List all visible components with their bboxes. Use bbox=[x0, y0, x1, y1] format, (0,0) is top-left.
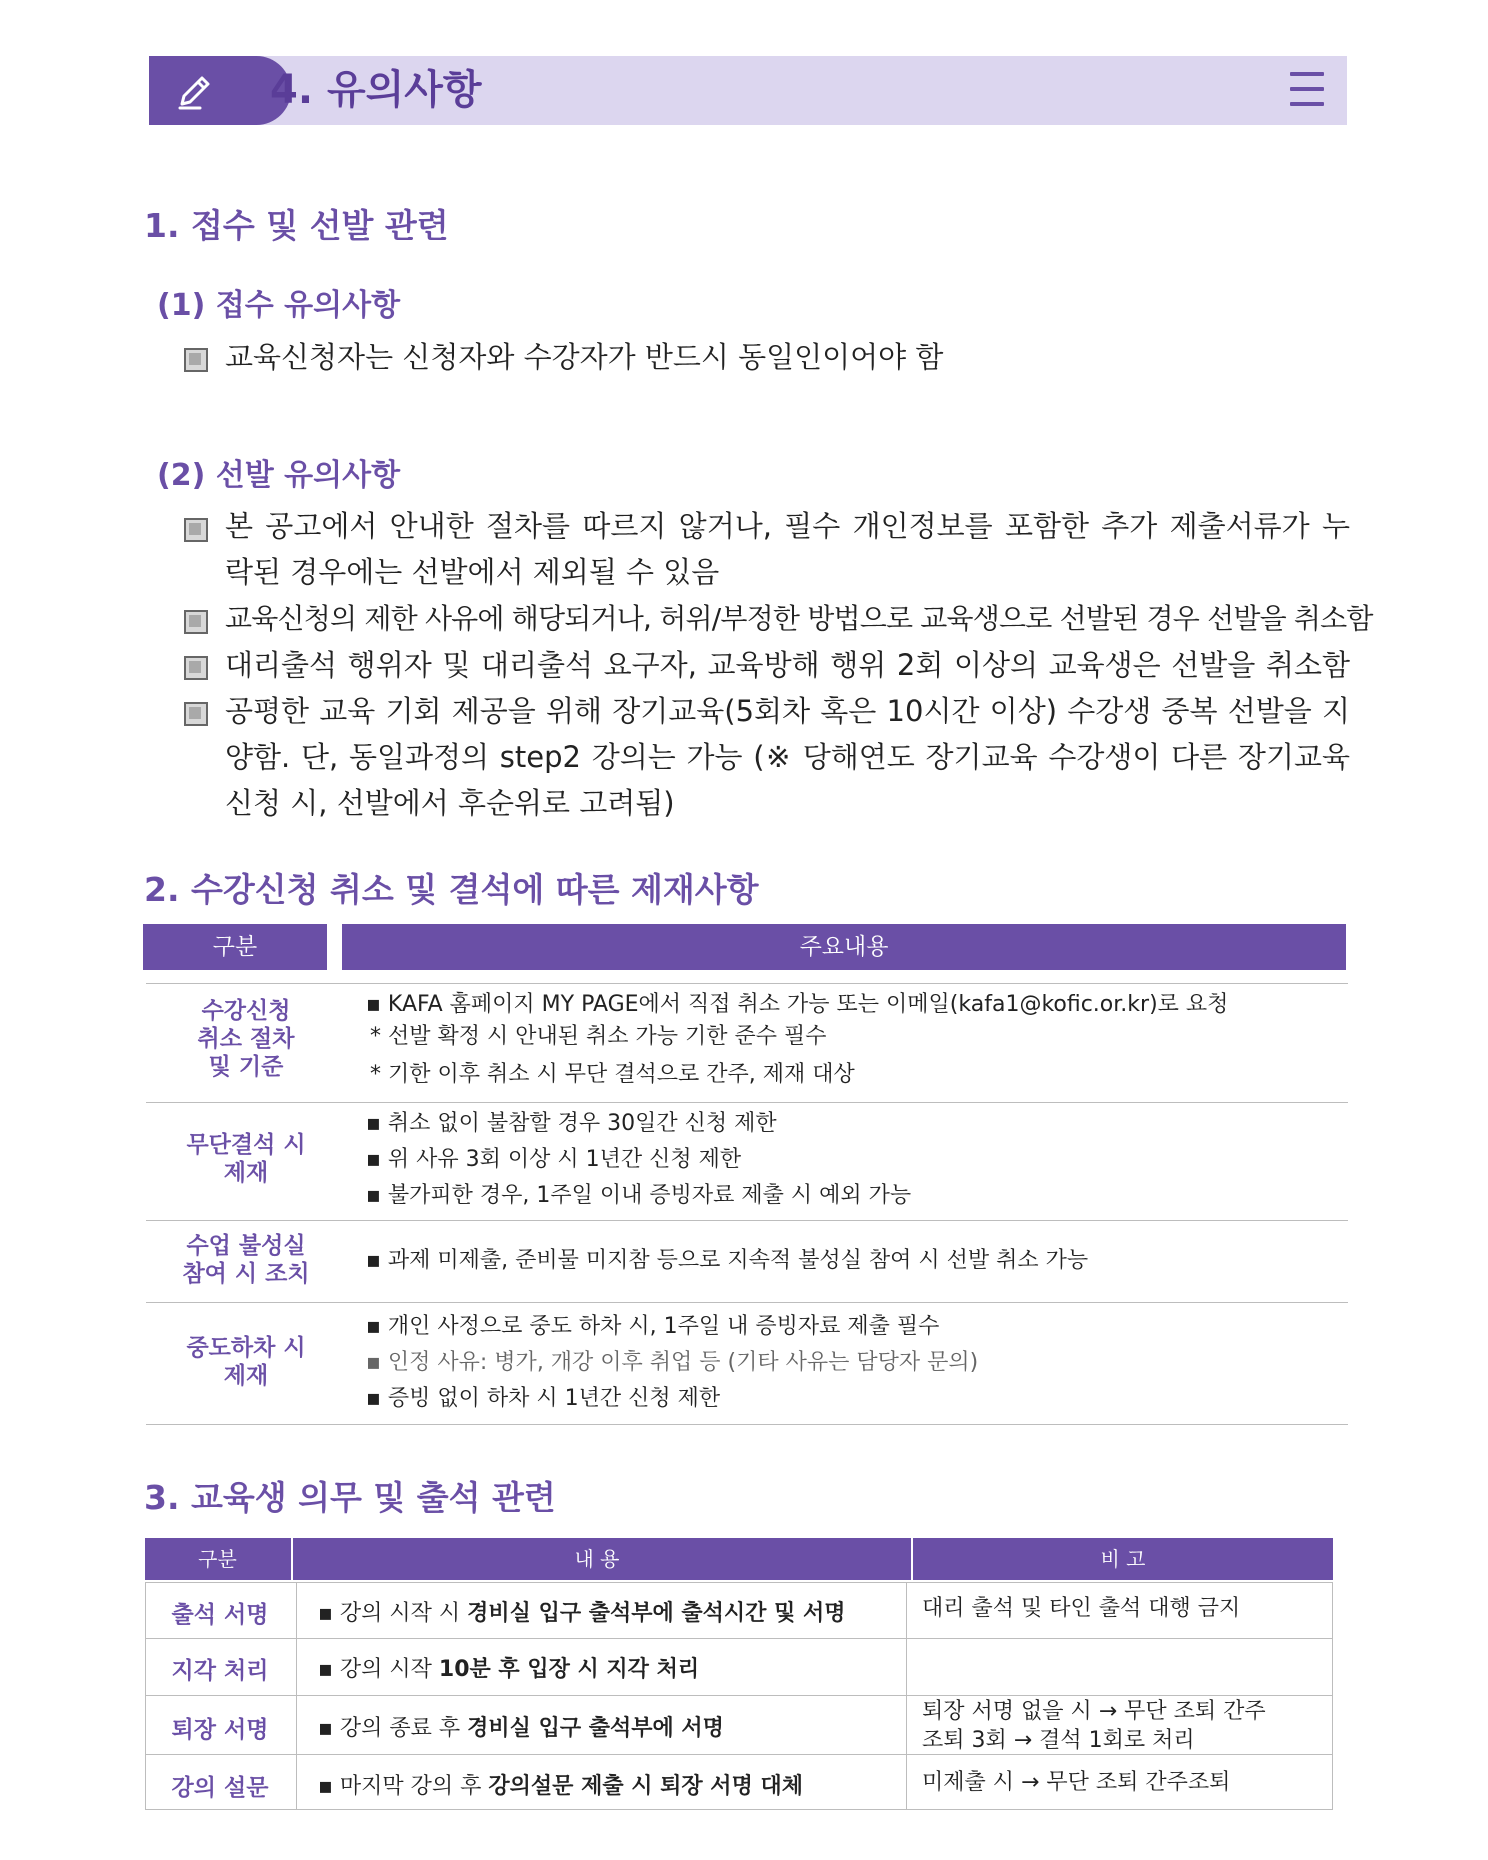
table2-cell-line: ▪ 인정 사유: 병가, 개강 이후 취업 등 (기타 사유는 담당자 문의) bbox=[366, 1350, 979, 1375]
sub2-item-1-line2: 락된 경우에는 선발에서 제외될 수 있음 bbox=[225, 555, 720, 589]
section-3-heading: 3. 교육생 의무 및 출석 관련 bbox=[144, 1478, 556, 1517]
table2-header-content: 주요내용 bbox=[342, 924, 1346, 970]
table2-cell-line: ▪ 불가피한 경우, 1주일 이내 증빙자료 제출 시 예외 가능 bbox=[366, 1183, 912, 1208]
table3-row-label: 퇴장 서명 bbox=[171, 1717, 269, 1743]
table2-row-label: 무단결석 시 제재 bbox=[186, 1132, 306, 1186]
checkbox-bullet-icon bbox=[184, 656, 208, 680]
table3-header bbox=[145, 1538, 1333, 1580]
table2-cell-line: ▪ 취소 없이 불참할 경우 30일간 신청 제한 bbox=[366, 1111, 777, 1136]
table3-cell-note: 조퇴 3회 → 결석 1회로 처리 bbox=[922, 1728, 1195, 1753]
table3-cell-note: 퇴장 서명 없을 시 → 무단 조퇴 간주 bbox=[922, 1699, 1266, 1724]
table3-cell-note: 대리 출석 및 타인 출석 대행 금지 bbox=[922, 1596, 1241, 1621]
table3-row-label: 출석 서명 bbox=[171, 1602, 269, 1628]
table2-cell-line: ▪ 개인 사정으로 중도 하차 시, 1주일 내 증빙자료 제출 필수 bbox=[366, 1314, 940, 1339]
pencil-icon bbox=[174, 70, 216, 112]
table2-row-divider bbox=[146, 1102, 1348, 1103]
table3-header-note: 비 고 bbox=[1100, 1547, 1146, 1571]
table3-cell-content: ▪ 마지막 강의 후 강의설문 제출 시 퇴장 서명 대체 bbox=[318, 1774, 803, 1799]
sub2-item-3: 대리출석 행위자 및 대리출석 요구자, 교육방해 행위 2회 이상의 교육생은 선발을 취소함 bbox=[225, 648, 1350, 682]
table2-cell-line: ▪ KAFA 홈페이지 MY PAGE에서 직접 취소 가능 또는 이메일(kafa1@kofic.or.kr)로 요청 bbox=[366, 992, 1229, 1017]
table2-row-divider bbox=[146, 983, 1348, 984]
table3-row-label: 지각 처리 bbox=[171, 1658, 269, 1684]
sub2-item-4-line1: 공평한 교육 기회 제공을 위해 장기교육(5회차 혹은 10시간 이상) 수강생 중복 선발을 지 bbox=[225, 694, 1350, 728]
checkbox-bullet-icon bbox=[184, 702, 208, 726]
table3-column-divider bbox=[906, 1582, 907, 1810]
table3-column-divider bbox=[296, 1582, 297, 1810]
table2-cell-line: ▪ 과제 미제출, 준비물 미지참 등으로 지속적 불성실 참여 시 선발 취소 가능 bbox=[366, 1248, 1089, 1273]
checkbox-bullet-icon bbox=[184, 348, 208, 372]
subsection-2-heading: (2) 선발 유의사항 bbox=[157, 458, 401, 493]
table2-row-label: 수업 불성실 참여 시 조치 bbox=[182, 1233, 310, 1287]
subsection-1-heading: (1) 접수 유의사항 bbox=[157, 288, 401, 323]
section-2-heading: 2. 수강신청 취소 및 결석에 따른 제재사항 bbox=[144, 870, 759, 909]
table2-row-divider bbox=[146, 1424, 1348, 1425]
table2-header-category: 구분 bbox=[143, 924, 327, 970]
checkbox-bullet-icon bbox=[184, 610, 208, 634]
table3-header-content: 내 용 bbox=[574, 1547, 620, 1571]
sub2-item-4-line2: 양함. 단, 동일과정의 step2 강의는 가능 (※ 당해연도 장기교육 수강생이 다른 장기교육 bbox=[225, 740, 1350, 774]
table2-cell-line: ▪ 위 사유 3회 이상 시 1년간 신청 제한 bbox=[366, 1147, 742, 1172]
page-title: 4. 유의사항 bbox=[270, 67, 482, 113]
table2-cell-line: ▪ 증빙 없이 하차 시 1년간 신청 제한 bbox=[366, 1386, 721, 1411]
table3-row-divider bbox=[145, 1638, 1333, 1639]
sub1-item: 교육신청자는 신청자와 수강자가 반드시 동일인이어야 함 bbox=[225, 340, 944, 374]
table2-row-divider bbox=[146, 1302, 1348, 1303]
table2-row-divider bbox=[146, 1220, 1348, 1221]
table3-row-label: 강의 설문 bbox=[171, 1775, 269, 1801]
table2-row-label: 수강신청 취소 절차 및 기준 bbox=[197, 998, 295, 1080]
table2-cell-line: * 기한 이후 취소 시 무단 결석으로 간주, 제재 대상 bbox=[370, 1062, 855, 1087]
table3-cell-content: ▪ 강의 시작 시 경비실 입구 출석부에 출석시간 및 서명 bbox=[318, 1601, 846, 1626]
table2-row-label: 중도하차 시 제재 bbox=[186, 1335, 306, 1389]
table3-cell-content: ▪ 강의 종료 후 경비실 입구 출석부에 서명 bbox=[318, 1716, 724, 1741]
section-1-heading: 1. 접수 및 선발 관련 bbox=[144, 206, 449, 245]
sub2-item-2: 교육신청의 제한 사유에 해당되거나, 허위/부정한 방법으로 교육생으로 선발된 경우 선발을 취소함 bbox=[225, 602, 1373, 635]
table3-header-category: 구분 bbox=[198, 1547, 237, 1571]
table3-cell-content: ▪ 강의 시작 10분 후 입장 시 지각 처리 bbox=[318, 1657, 700, 1682]
hamburger-menu-icon[interactable] bbox=[1290, 72, 1324, 108]
table2-cell-line: * 선발 확정 시 안내된 취소 가능 기한 준수 필수 bbox=[370, 1024, 827, 1049]
table3-row-divider bbox=[145, 1695, 1333, 1696]
table3-cell-note: 미제출 시 → 무단 조퇴 간주조퇴 bbox=[922, 1770, 1231, 1795]
sub2-item-1-line1: 본 공고에서 안내한 절차를 따르지 않거나, 필수 개인정보를 포함한 추가 제출서류가 누 bbox=[225, 509, 1350, 543]
checkbox-bullet-icon bbox=[184, 518, 208, 542]
sub2-item-4-line3: 신청 시, 선발에서 후순위로 고려됨) bbox=[225, 786, 675, 820]
